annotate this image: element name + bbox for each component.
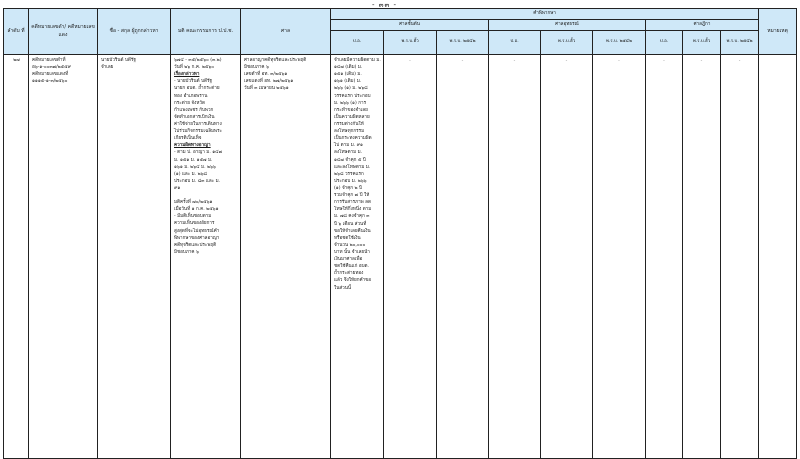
judgment-line: ๑๔๗ จำคุก ๕ ปี [334, 157, 366, 163]
header-supreme-criminal-code: ป.อ. [646, 31, 683, 55]
judgment-line: ชดใช้คืนแก่ อบต. [334, 264, 369, 270]
cell-first-act-2542: - [437, 55, 489, 459]
header-appeal-bid-act: พ.ร.บ.ฮั้ว [541, 31, 593, 55]
header-judgment: คำพิพากษา [331, 9, 759, 20]
court-line: วันที่ ๓ เมษายน ๒๕๖๑ [244, 86, 289, 92]
cell-supreme-criminal-code: - [646, 55, 683, 459]
judgment-line: รวมจำคุก ๗ ปี ให้ [334, 193, 370, 199]
header-first-bid-act: พ.ร.บ.ฮั้ว [384, 31, 437, 55]
cell-court [241, 55, 331, 459]
header-first-criminal-code: ป.อ. [331, 31, 384, 55]
resolution-line: กระต่าย จังหวัด [174, 100, 205, 106]
judgment-line: เป็นกระทงความผิด [334, 136, 372, 142]
judgment-line: จำนวน ๒๐,๐๐๐ [334, 242, 366, 248]
judgment-line: ๒๖๖ (๑) ม. ๒๖๘ [334, 86, 368, 92]
judgment-line: และลงโทษตาม ม. [334, 164, 371, 170]
cell-appeal-criminal-code: - [489, 55, 541, 459]
resolution-line: - ตาม ป. อาญา ม. ๑๔๗ [174, 150, 223, 156]
judgment-line: การรับสารภาพ ลด [334, 200, 371, 206]
header-court-supreme: ศาลฎีกา [646, 20, 759, 31]
header-seq: ลำดับ ที่ [4, 9, 29, 55]
judgment-line: บาท นั้น จำเลยนำ [334, 249, 370, 255]
cell-nacc-resolution [171, 55, 241, 459]
header-case-number: คดีหมายเลขดำ/ คดีหมายเลขแดง [29, 9, 98, 55]
name-line: นายบัวรินด์ บดีรัฐ [101, 58, 136, 63]
judgment-line: วรรคแรก ประกอบ [334, 93, 371, 99]
judgment-line: ถ้ำกระต่ายทอง [334, 271, 364, 277]
judgment-line: หรือชดใช้เงิน [334, 235, 361, 241]
page-number: - ๓๓ - [372, 1, 398, 9]
header-supreme-bid-act: พ.ร.บ.ฮั้ว [683, 31, 721, 55]
accusation-heading: เรื่องกล่าวหา [174, 72, 200, 78]
case-line: อ๖-๑-๐๐๓๗/๒๕๕๙ [32, 65, 72, 71]
resolution-line: - มีมติเห็นชอบตาม [174, 214, 212, 220]
offense-heading: ความผิดทางอาญา [174, 143, 211, 149]
cell-appeal-bid-act: - [541, 55, 593, 459]
judgment-line: ม. ๗๘ คงจำคุก ๓ [334, 214, 370, 220]
judgment-line: ๑๖๑ (เดิม) ม. [334, 79, 362, 85]
case-line: คดีหมายเลขแดงที่ [32, 72, 69, 78]
judgment-line: ปี ๖ เดือน ส่วนที่ [334, 221, 367, 227]
header-supreme-act-2542: พ.ร.บ. ๒๕๔๒ [721, 31, 759, 55]
cell-first-criminal-code [331, 55, 384, 459]
case-line: คดีหมายเลขดำที่ [32, 58, 66, 63]
resolution-line: สูงสุดที่จะไม่อุทธรณ์คำ [174, 228, 220, 234]
court-line: ศาลอาญาคดีทุจริตและประพฤติ [244, 58, 307, 63]
judgment-line: ลงโทษทุกกรรม [334, 129, 365, 135]
resolution-line: ไปร่วมกิจกรรมเฉลิมพระ [174, 129, 223, 135]
header-court: ศาล [241, 9, 331, 55]
judgment-line: เงินมาศาลเพื่อ [334, 257, 363, 263]
judgment-line: ลงโทษตาม ม. [334, 150, 363, 156]
judgment-line: ๑๕๑ (เดิม) ม. [334, 72, 362, 78]
resolution-line: มติครั้งที่ ๗๐/๒๕๖๑ [174, 200, 213, 206]
judgment-line: แล้ว จึงให้ยกคำขอ [334, 278, 372, 284]
spacer [174, 192, 238, 199]
cell-supreme-act-2542: - [721, 55, 759, 459]
judgment-line: ขอให้จำเลยคืนเงิน [334, 228, 371, 234]
header-accused-name: ชื่อ - สกุล ผู้ถูกกล่าวหา [98, 9, 171, 55]
header-appeal-act-2542: พ.ร.บ. ๒๕๔๒ [593, 31, 646, 55]
header-appeal-criminal-code: ป.อ. [489, 31, 541, 55]
judgment-line: ประกอบ ม. ๒๖๖ [334, 178, 367, 184]
resolution-line: เมื่อวันที่ ๑ ก.ค. ๒๕๖๑ [174, 207, 219, 213]
court-line: มิชอบภาค ๖ [244, 65, 269, 71]
court-line: เลขแดงที่ อท. ๒๗/๒๕๖๑ [244, 79, 294, 85]
judgment-line: กระทำของจำเลย [334, 107, 368, 113]
resolution-line: วันที่ ๒๖ ก.ค. ๒๕๖๐ [174, 65, 215, 71]
resolution-line: พิพากษาของศาลอาญา [174, 235, 220, 241]
resolution-line: ม. ๑๕๑ ม. ๑๕๗ ม. [174, 157, 213, 163]
judgment-line: ในส่วนนี้ [334, 285, 352, 291]
judgment-line: จำเลยมีความผิดตาม ม. [334, 58, 381, 63]
header-remark: หมายเหตุ [759, 9, 797, 55]
resolution-line: ๖๗๔ - ๓๕/๒๕๖๐ (๓.๒) [174, 58, 222, 63]
judgment-line: โทษให้กึ่งหนึ่ง ตาม [334, 207, 372, 213]
resolution-line: กำแพงเพชร กับพวก [174, 107, 214, 113]
resolution-line: ประกอบ ม. ๘๓ และ ม. [174, 178, 221, 184]
court-line: เลขดำที่ อท. ๓/๒๕๖๑ [244, 72, 288, 78]
resolution-line: ๙๑ [174, 185, 181, 191]
name-line: จำเลย [101, 65, 114, 71]
case-table [3, 8, 797, 459]
header-court-first-instance: ศาลชั้นต้น [331, 20, 489, 31]
judgment-line: ๒๖๘ วรรคแรก [334, 171, 364, 177]
cell-supreme-bid-act: - [683, 55, 721, 459]
judgment-line: (๑) จำคุก ๒ ปี [334, 185, 362, 191]
header-first-act-2542: พ.ร.บ. ๒๕๔๒ [437, 31, 489, 55]
resolution-line: คดีทุจริตและประพฤติ [174, 242, 217, 248]
resolution-line: นายก อบต. ถ้ำกระต่าย [174, 86, 220, 92]
resolution-line: ๑๖๑ ม. ๒๖๔ ม. ๒๖๖ [174, 164, 216, 170]
cell-accused-name [98, 55, 171, 459]
judgment-line: ไป ตาม ม. ๙๑ [334, 143, 363, 149]
resolution-line: (๑) และ ม. ๒๖๘ [174, 171, 208, 177]
resolution-line: ทอง อำเภอพราน [174, 93, 208, 99]
table-row [4, 55, 797, 459]
resolution-line: - นายบัวรินด์ บดีรัฐ [174, 79, 212, 85]
judgment-line: เป็นความผิดหลาย [334, 114, 370, 120]
cell-appeal-act-2542: - [593, 55, 646, 459]
judgment-line: กรรมต่างกันให้ [334, 121, 364, 127]
cell-seq: ๒๗ [4, 55, 29, 459]
resolution-line: เกียรติเป็นเท็จ [174, 136, 202, 142]
header-court-appeal: ศาลอุทธรณ์ [489, 20, 646, 31]
resolution-line: มิชอบภาค ๖ [174, 249, 199, 255]
resolution-line: ความเห็นของอัยการ [174, 221, 215, 227]
case-line: ๑๑๑๕-๑-๓/๒๕๖๐ [32, 79, 68, 85]
cell-remark [759, 55, 797, 459]
resolution-line: ค่าใช้จ่ายในการเดินทาง [174, 121, 222, 127]
cell-first-bid-act: - [384, 55, 437, 459]
header-nacc-resolution: มติ คณะกรรมการ ป.ป.ช. [171, 9, 241, 55]
judgment-line: ม. ๒๖๖ (๑) การ [334, 100, 367, 106]
resolution-line: จัดทำเอกสารเบิกเงิน [174, 114, 215, 120]
judgment-line: ๑๔๗ (เดิม) ม. [334, 65, 363, 71]
cell-case-number [29, 55, 98, 459]
